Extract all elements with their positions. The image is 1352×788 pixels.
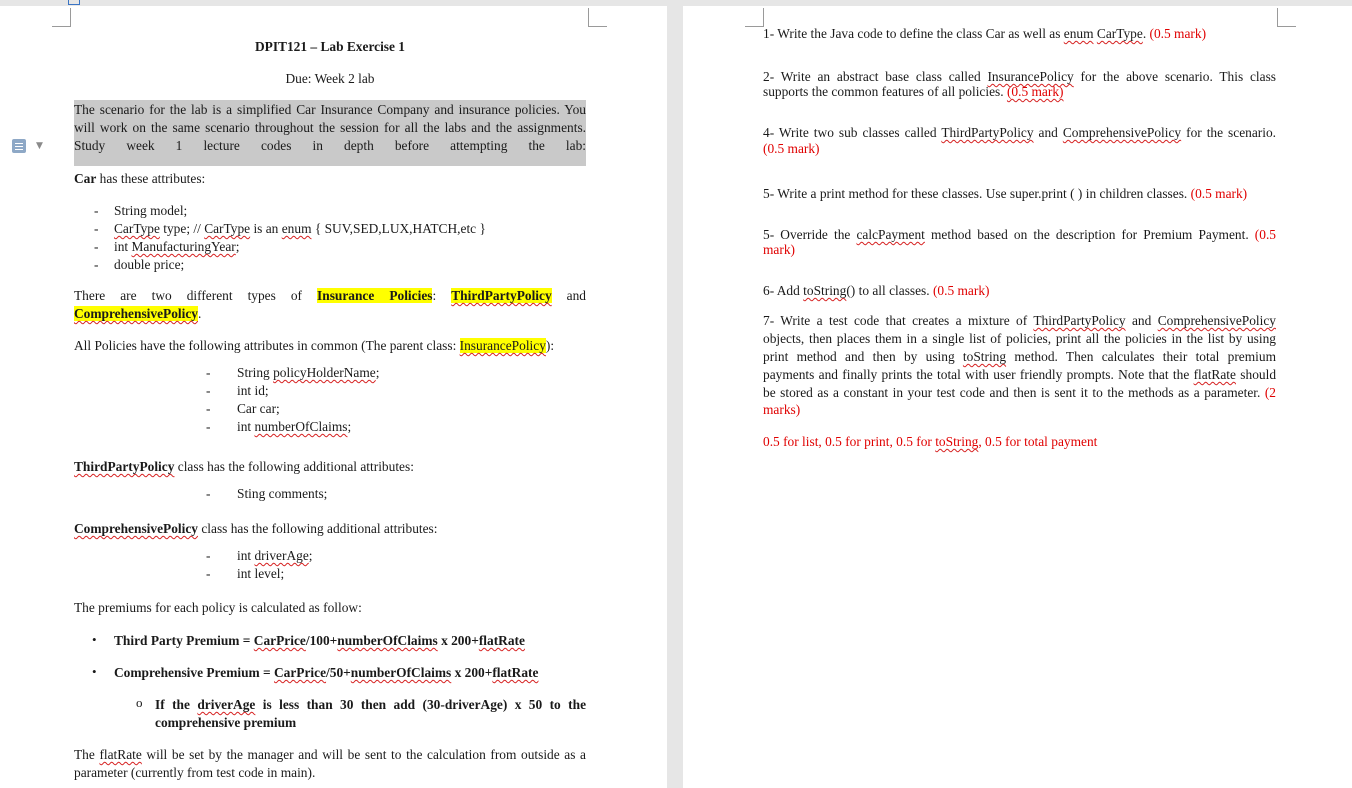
chevron-down-icon[interactable]: ▼: [36, 141, 43, 151]
comprehensive-premium-formula: Comprehensive Premium = CarPrice/50+numberOfClaims x 200+flatRate: [114, 665, 539, 680]
sub-bullet-icon: o: [136, 695, 143, 710]
policy-attr-car: Car car;: [237, 401, 280, 416]
car-heading: Car has these attributes:: [74, 171, 206, 186]
comprehensive-heading: ComprehensivePolicy class has the following additional attributes:: [74, 521, 438, 536]
bullet-icon: •: [92, 632, 97, 647]
car-attr-year: int ManufacturingYear;: [114, 239, 240, 254]
question-5b-mark: mark): [763, 242, 795, 257]
question-5a: 5- Write a print method for these classes. Use super.print ( ) in children classes. (0.5 mark): [763, 186, 1248, 201]
policy-attr-id: int id;: [237, 383, 269, 398]
third-party-attr-comments: Sting comments;: [237, 486, 328, 501]
car-attr-type: CarType type; // CarType is an enum { SUV,SED,LUX,HATCH,etc }: [114, 221, 486, 236]
question-4-mark: (0.5 mark): [763, 141, 820, 156]
policy-types-line-2: ComprehensivePolicy.: [74, 306, 202, 321]
third-party-heading: ThirdPartyPolicy class has the following additional attributes:: [74, 459, 414, 474]
car-attr-price: double price;: [114, 257, 185, 272]
layout-options-icon[interactable]: [12, 139, 26, 153]
ruler-marker-icon: [68, 0, 80, 5]
question-2: 2- Write an abstract base class called InsurancePolicy for the above scenario. This class: [763, 69, 1276, 84]
doc-due-date: Due: Week 2 lab: [285, 71, 375, 86]
third-party-premium-formula: Third Party Premium = CarPrice/100+numberOfClaims x 200+flatRate: [114, 633, 525, 648]
car-attr-model: String model;: [114, 203, 188, 218]
driver-age-rule-2: comprehensive premium: [155, 715, 297, 730]
comprehensive-attr-level: int level;: [237, 566, 285, 581]
policy-attr-holder: String policyHolderName;: [237, 365, 380, 380]
flatrate-note: The flatRate will be set by the manager and will be sent to the calculation from outside as a: [74, 747, 586, 762]
margin-corner-mark: [588, 8, 607, 27]
document-page-right: 1- Write the Java code to define the class Car as well as enum CarType. (0.5 mark) 2- Write an abstract base class called InsurancePolicy for the above scenario. This class supports the common features of all policies. (0.5 mark) 4- Write two sub classes called ThirdPartyPolicy and ComprehensivePolicy for the scenario. (0.5 mark) 5- Write a print method for these classes. Use super.print ( ) in children classes. (0.5 mark) 5- Override the calcPayment method based on the description for Premium Payment. (0.5 mark) 6- Add toString() to all classes. (0.5 mark) 7- Write a test code that creates a mixture of ThirdPartyPolicy and ComprehensivePolicy objects, then places them in a single list of policies, print all the policies in the list by using print method and then by using toString method. Then calculates their total premium payments and finally prints the total with user friendly prompts. Note that the flatRate should be stored as a constant in your test code and then is sent it to the methods as a parameter. (2 marks) 0.5 for list, 0.5 for print, 0.5 for toString, 0.5 for total payment: [683, 6, 1352, 788]
intro-paragraph: The scenario for the lab is a simplified Car Insurance Company and insurance policies. You will work on the same scenario throughout the session for all the labs and the assignments. Study week 1 lecture codes in depth before attempting the lab:: [74, 102, 586, 153]
question-5b: 5- Override the calcPayment method based on the description for Premium Payment. (0.5: [763, 227, 1276, 242]
question-1: 1- Write the Java code to define the class Car as well as enum CarType. (0.5 mark): [763, 26, 1207, 41]
common-attributes-line: All Policies have the following attributes in common (The parent class: InsurancePolicy):: [74, 338, 555, 353]
margin-corner-mark: [745, 8, 764, 27]
margin-corner-mark: [52, 8, 71, 27]
marks-breakdown: 0.5 for list, 0.5 for print, 0.5 for toString, 0.5 for total payment: [763, 434, 1098, 449]
comprehensive-attr-driverage: int driverAge;: [237, 548, 313, 563]
question-2-line-2: supports the common features of all policies. (0.5 mark): [763, 84, 1064, 99]
driver-age-rule: If the driverAge is less than 30 then add (30-driverAge) x 50 to the: [155, 697, 587, 712]
document-page-left: DPIT121 – Lab Exercise 1 Due: Week 2 lab The scenario for the lab is a simplified Car Insurance Company and insurance policies. You will work on the same scenario throughout the session for all the labs and the assignments. Study week 1 lecture codes in depth before attempting the lab: Car has these attributes: - String model; - CarType type; // CarType is an enum { SUV,SED,LUX,HATCH,etc } - int ManufacturingYear; - double price; There are two different types of Insurance Policies: ThirdPartyPolicy and ComprehensivePolicy. All Policies have the following attributes in common (The parent class: InsurancePolicy): - String policyHolderName; - int id; - Car car; - int numberOfClaims; ThirdPartyPolicy class has the following additional attributes: - Sting comments; ComprehensivePolicy class has the following additional attributes: - int driverAge; - int level; The premiums for each policy is calculated as follow: • Third Party Premium = CarPrice/100+numberOfClaims x 200+flatRate • Comprehensive Premium = CarPrice/50+numberOfClaims x 200+flatRate o If the driverAge is less than 30 then add (30-driverAge) x 50 to the comprehensive premium The flatRate will be set by the manager and will be sent to the calculation from outside as a parameter (currently from test code in main).: [0, 6, 667, 788]
premiums-intro: The premiums for each policy is calculated as follow:: [74, 600, 362, 615]
policy-attr-claims: int numberOfClaims;: [237, 419, 352, 434]
margin-corner-mark: [1277, 8, 1296, 27]
flatrate-note-2: parameter (currently from test code in main).: [74, 765, 316, 780]
policy-types-line: There are two different types of Insurance Policies: ThirdPartyPolicy and: [74, 288, 587, 303]
doc-title: DPIT121 – Lab Exercise 1: [254, 39, 406, 54]
question-6: 6- Add toString() to all classes. (0.5 mark): [763, 283, 990, 298]
question-4: 4- Write two sub classes called ThirdPartyPolicy and ComprehensivePolicy for the scenario.: [763, 125, 1276, 140]
bullet-icon: •: [92, 664, 97, 679]
